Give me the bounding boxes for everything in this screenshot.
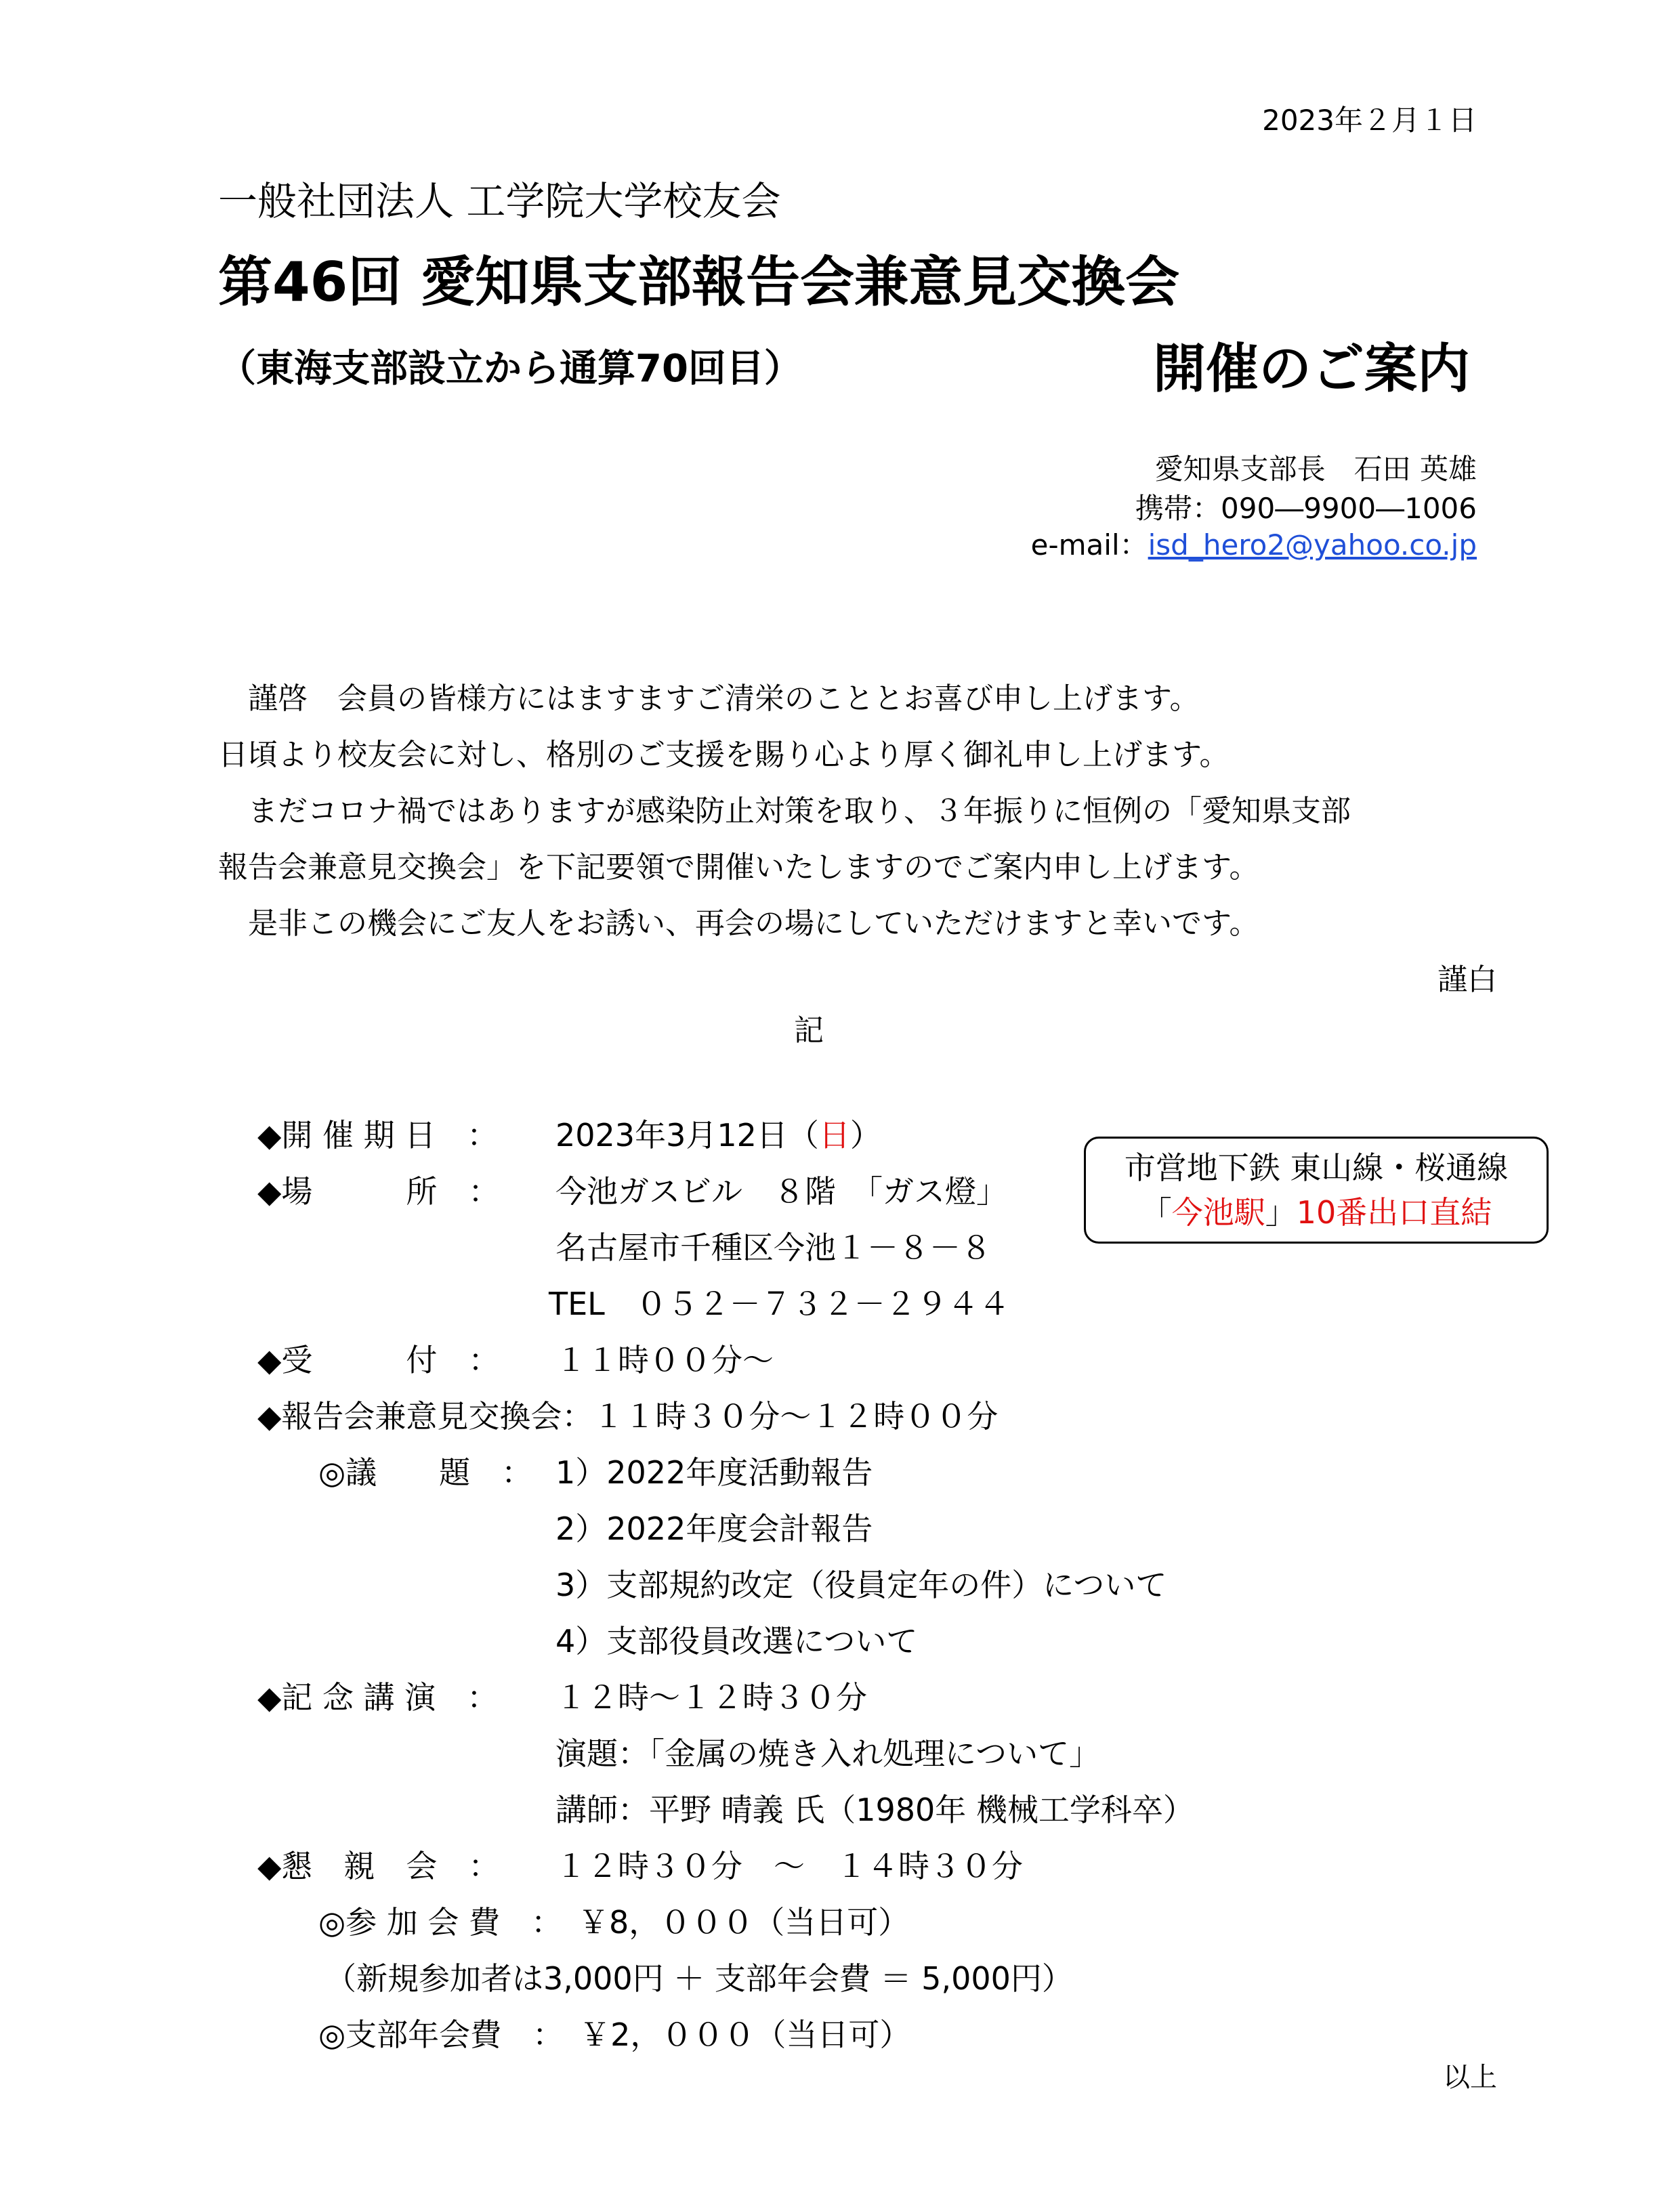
reception-value: １１時００分～ (555, 1342, 774, 1378)
document-subtitle: （東海支部設立から通算70回目） (218, 347, 802, 391)
place-value: 今池ガスビル ８階 「ガス燈」 (555, 1173, 1007, 1210)
sender-phone: 携帯：090―9900―1006 (1135, 492, 1477, 525)
access-callout (1084, 1137, 1549, 1244)
agenda-item-2: 2）2022年度会計報告 (555, 1510, 873, 1547)
callout-line-2: 「今池駅」10番出口直結 (1140, 1194, 1492, 1231)
end-marker: 以上 (1443, 2062, 1497, 2093)
email-link[interactable]: isd_hero2@yahoo.co.jp (1148, 528, 1477, 562)
party-row (257, 1842, 1023, 1886)
body-line-3: まだコロナ禍ではありますが感染防止対策を取り、３年振りに恒例の「愛知県支部 (248, 794, 1351, 828)
body-line-2: 日頃より校友会に対し、格別のご支援を賜り心より厚く御礼申し上げます。 (218, 738, 1230, 772)
date-value: 2023年3月12日（日） (555, 1117, 881, 1154)
closing-word: 謹白 (1437, 962, 1497, 997)
email-label: e-mail： (1030, 528, 1148, 562)
sender-name: 愛知県支部長 石田 英雄 (1154, 452, 1477, 486)
meeting-row: ◆報告会兼意見交換会：１１時３０分～１２時００分 (257, 1398, 999, 1435)
agenda-row (318, 1448, 873, 1493)
sender-email-row (1031, 523, 1477, 564)
agenda-item-4: 4）支部役員改選について (555, 1623, 918, 1659)
place-tel: TEL ０５２－７３２－２９４４ (549, 1286, 1010, 1322)
date-row (257, 1111, 881, 1156)
station-name: 今池駅 (1171, 1194, 1265, 1231)
ki-marker: 記 (794, 1013, 824, 1048)
place-row (257, 1167, 1007, 1212)
place-address: 名古屋市千種区今池１－８－８ (555, 1229, 992, 1266)
lecture-label: ◆記 念 講 演 ： (257, 1679, 499, 1716)
agenda-item-3: 3）支部規約改定（役員定年の件）について (555, 1567, 1167, 1603)
annual-fee-line: ◎支部年会費 ： ￥2，０００（当日可） (318, 2016, 911, 2053)
announcement-heading: 開催のご案内 (1152, 339, 1470, 400)
lecture-speaker: 講師：平野 晴義 氏（1980年 機械工学科卒） (555, 1792, 1194, 1828)
body-line-5: 是非この機会にご友人をお誘い、再会の場にしていただけますと幸いです。 (248, 906, 1259, 941)
fee-line: ◎参 加 会 費 ： ￥8，０００（当日可） (318, 1904, 910, 1941)
new-member-line: （新規参加者は3,000円 ＋ 支部年会費 ＝ 5,000円） (325, 1960, 1073, 1997)
exit-info: 10番出口直結 (1296, 1194, 1492, 1231)
callout-line-1: 市営地下鉄 東山線・桜通線 (1124, 1149, 1509, 1186)
party-time: １２時３０分 ～ １４時３０分 (555, 1848, 1023, 1884)
reception-label: ◆受 付 ： (257, 1342, 500, 1378)
agenda-item-1: 1）2022年度活動報告 (555, 1454, 873, 1491)
body-line-4: 報告会兼意見交換会」を下記要領で開催いたしますのでご案内申し上げます。 (218, 850, 1259, 885)
reception-row (257, 1336, 774, 1380)
document-title: 第46回 愛知県支部報告会兼意見交換会 (218, 251, 1180, 314)
organization-name: 一般社団法人 工学院大学校友会 (218, 178, 781, 224)
party-label: ◆懇 親 会 ： (257, 1848, 500, 1884)
date-day: 日 (818, 1117, 850, 1154)
body-line-1: 謹啓 会員の皆様方にはますますご清栄のこととお喜び申し上げます。 (248, 681, 1200, 716)
place-label: ◆場 所 ： (257, 1173, 500, 1210)
lecture-time: １２時～１２時３０分 (555, 1679, 867, 1716)
document-date: 2023年２月１日 (1262, 104, 1477, 137)
lecture-row (257, 1673, 867, 1718)
lecture-topic: 演題：「金属の焼き入れ処理について」 (555, 1735, 1101, 1772)
date-label: ◆開 催 期 日 ： (257, 1117, 499, 1154)
agenda-label: ◎議 題 ： (318, 1454, 533, 1491)
